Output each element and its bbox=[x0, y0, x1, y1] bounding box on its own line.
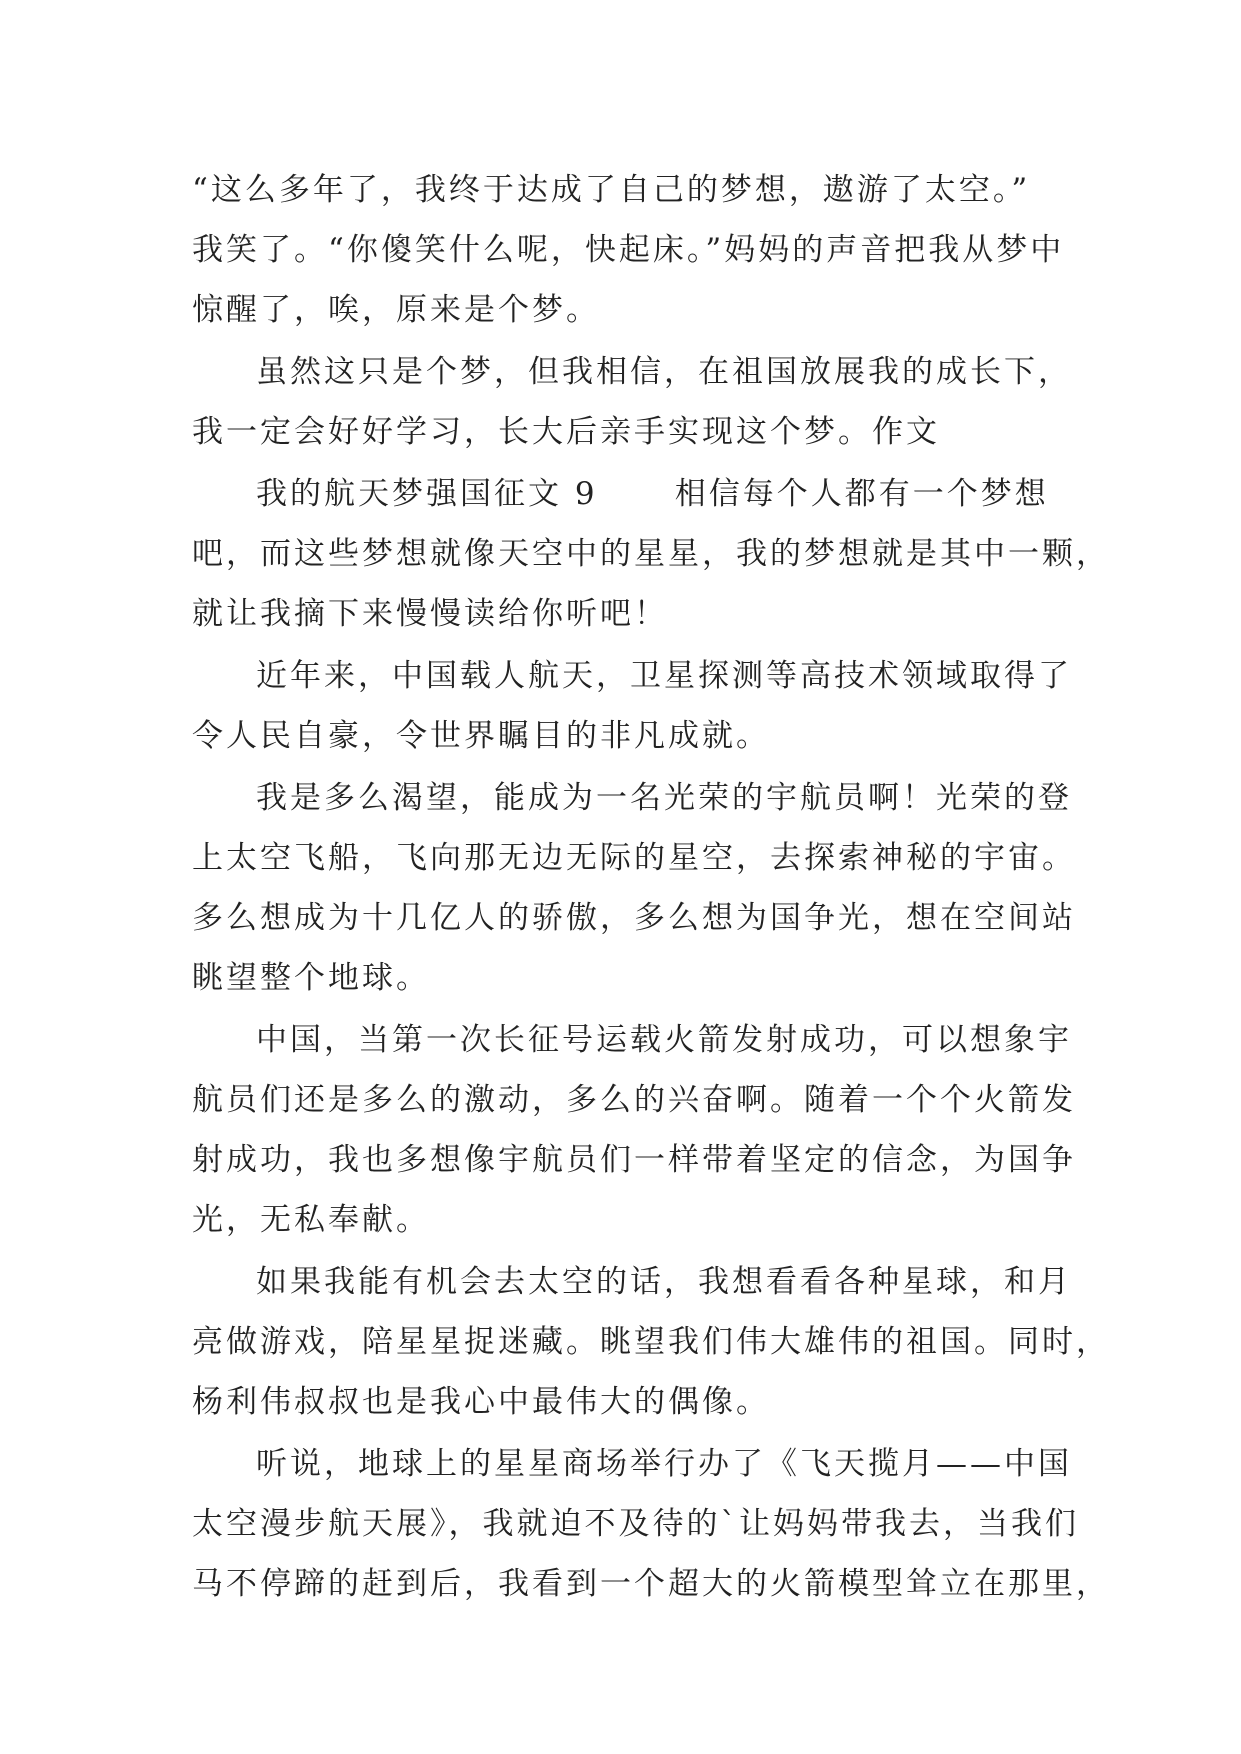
text-line: 惊醒了，唉，原来是个梦。 bbox=[192, 292, 600, 328]
text-line: 我一定会好好学习，长大后亲手实现这个梦。作文 bbox=[192, 414, 940, 450]
text-line: 亮做游戏，陪星星捉迷藏。眺望我们伟大雄伟的祖国。同时， bbox=[192, 1324, 1110, 1360]
paragraph-first-line: 听说，地球上的星星商场举行办了《飞天揽月——中国 bbox=[256, 1446, 1072, 1482]
section-heading-line: 我的航天梦强国征文 9 相信每个人都有一个梦想 bbox=[256, 476, 1049, 512]
paragraph-first-line: 近年来，中国载人航天，卫星探测等高技术领域取得了 bbox=[256, 658, 1072, 694]
text-line: 射成功，我也多想像宇航员们一样带着坚定的信念，为国争 bbox=[192, 1142, 1076, 1178]
paragraph-first-line: 虽然这只是个梦，但我相信，在祖国放展我的成长下， bbox=[256, 354, 1072, 390]
text-line: 我笑了。“你傻笑什么呢，快起床。”妈妈的声音把我从梦中 bbox=[192, 232, 1065, 268]
paragraph-first-line: 我是多么渴望，能成为一名光荣的宇航员啊！光荣的登 bbox=[256, 780, 1072, 816]
paragraph-first-line: 中国，当第一次长征号运载火箭发射成功，可以想象宇 bbox=[256, 1022, 1072, 1058]
text-line: 吧，而这些梦想就像天空中的星星，我的梦想就是其中一颗， bbox=[192, 536, 1110, 572]
text-line: 令人民自豪，令世界瞩目的非凡成就。 bbox=[192, 718, 770, 754]
document-body bbox=[192, 160, 1110, 1614]
text-line: 马不停蹄的赶到后，我看到一个超大的火箭模型耸立在那里， bbox=[192, 1566, 1110, 1602]
text-line: 航员们还是多么的激动，多么的兴奋啊。随着一个个火箭发 bbox=[192, 1082, 1076, 1118]
text-line: 就让我摘下来慢慢读给你听吧！ bbox=[192, 596, 668, 632]
text-line: 杨利伟叔叔也是我心中最伟大的偶像。 bbox=[192, 1384, 770, 1420]
text-line: 光，无私奉献。 bbox=[192, 1202, 430, 1238]
text-line: 眺望整个地球。 bbox=[192, 960, 430, 996]
text-line: 上太空飞船，飞向那无边无际的星空，去探索神秘的宇宙。 bbox=[192, 840, 1076, 876]
text-line: 太空漫步航天展》，我就迫不及待的`让妈妈带我去，当我们 bbox=[192, 1506, 1079, 1542]
paragraph-first-line: 如果我能有机会去太空的话，我想看看各种星球，和月 bbox=[256, 1264, 1072, 1300]
text-line: 多么想成为十几亿人的骄傲，多么想为国争光，想在空间站 bbox=[192, 900, 1076, 936]
text-line: “这么多年了，我终于达成了自己的梦想，遨游了太空。” bbox=[192, 172, 1031, 208]
